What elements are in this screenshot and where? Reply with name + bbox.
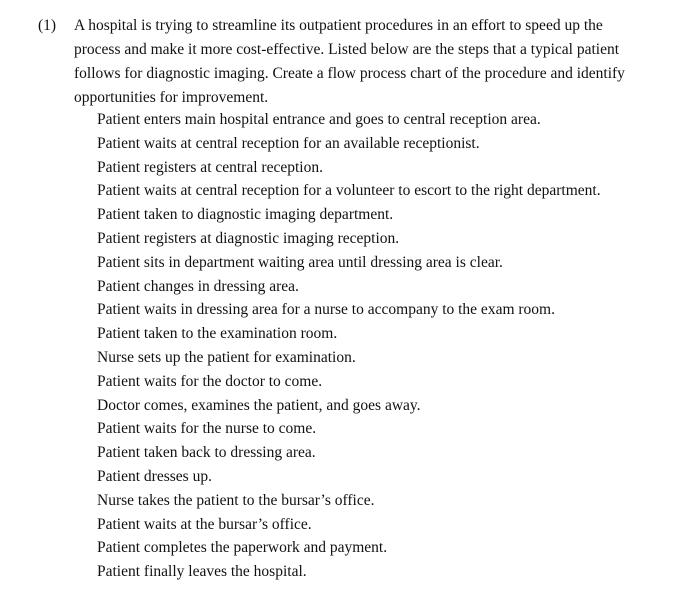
- question-text: [74, 14, 674, 110]
- step-item: Patient registers at diagnostic imaging reception.: [97, 229, 400, 247]
- step-item: Patient waits at the bursar’s office.: [97, 515, 312, 533]
- step-item: Patient taken to the examination room.: [97, 325, 338, 343]
- question-number: (1): [38, 17, 57, 34]
- step-item: Patient changes in dressing area.: [97, 277, 299, 295]
- step-item: Patient completes the paperwork and payment.: [97, 539, 388, 557]
- step-item: Patient waits in dressing area for a nurse to accompany to the exam room.: [97, 301, 555, 319]
- procedure-steps-list: [97, 108, 601, 584]
- step-item: Patient finally leaves the hospital.: [97, 563, 307, 581]
- step-item: Patient dresses up.: [97, 467, 212, 485]
- question-line: process and make it more cost-effective. Listed below are the steps that a typical patient: [74, 41, 620, 58]
- step-item: Patient waits at central reception for a volunteer to escort to the right department.: [97, 182, 601, 200]
- step-item: Nurse takes the patient to the bursar’s office.: [97, 491, 375, 509]
- question-line: A hospital is trying to streamline its outpatient procedures in an effort to speed up the: [74, 17, 603, 34]
- step-item: Patient taken to diagnostic imaging department.: [97, 206, 394, 224]
- question-line: follows for diagnostic imaging. Create a flow process chart of the procedure and identify: [74, 65, 625, 82]
- step-item: Patient waits at central reception for an available receptionist.: [97, 134, 480, 152]
- step-item: Patient taken back to dressing area.: [97, 444, 316, 462]
- step-item: Patient waits for the doctor to come.: [97, 372, 323, 390]
- step-item: Doctor comes, examines the patient, and goes away.: [97, 396, 421, 414]
- step-item: Patient registers at central reception.: [97, 158, 323, 176]
- question-line: opportunities for improvement.: [74, 89, 269, 106]
- step-item: Nurse sets up the patient for examination.: [97, 348, 356, 366]
- step-item: Patient sits in department waiting area until dressing area is clear.: [97, 253, 503, 271]
- step-item: Patient waits for the nurse to come.: [97, 420, 317, 438]
- step-item: Patient enters main hospital entrance and goes to central reception area.: [97, 111, 541, 128]
